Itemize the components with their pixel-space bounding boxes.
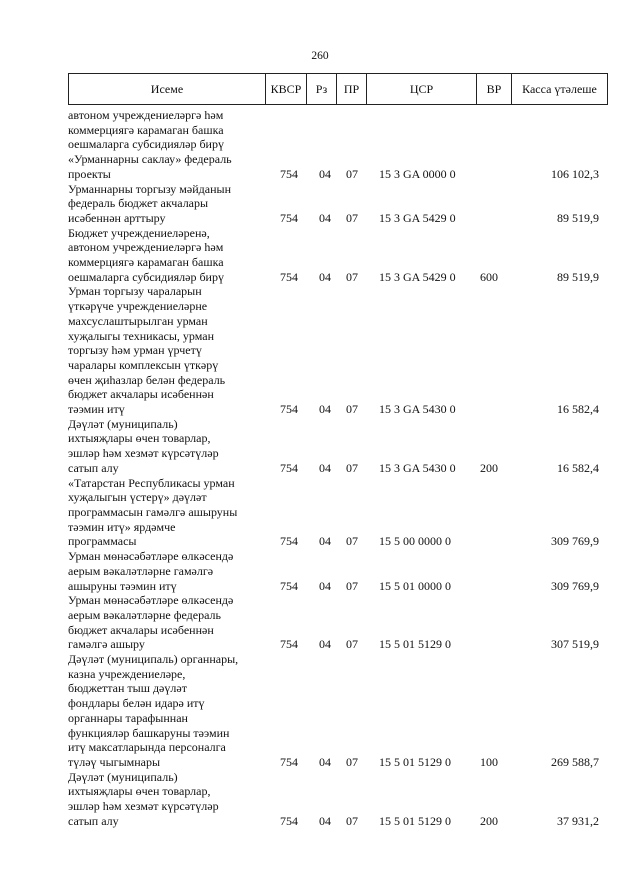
row-name-line: Урман мөнәсәбәтләре өлкәсендә (68, 593, 234, 608)
table-row (68, 108, 607, 152)
row-name-line: органнары тарафыннан (68, 710, 188, 725)
row-rz: 04 (319, 402, 331, 417)
row-pr: 07 (346, 578, 358, 593)
row-name-line: хуҗалыгы техникасы, урман (68, 328, 214, 343)
row-name-line: ашыруны тәэмин итү (68, 578, 177, 593)
row-name-line: сатып алу (68, 460, 119, 475)
row-name-line: Дәүләт (муниципаль) органнары, (68, 652, 239, 667)
row-vr: 600 (480, 269, 498, 284)
row-rz: 04 (319, 578, 331, 593)
row-name-line: Дәүләт (муниципаль) (68, 769, 178, 784)
row-rz: 04 (319, 166, 331, 181)
row-name-line: үткәрүче учреждениеләрне (68, 299, 208, 314)
row-rz: 04 (319, 754, 331, 769)
header-kvsr: КВСР (266, 74, 307, 105)
row-name (68, 770, 261, 829)
row-name-line: коммерциягә карамаган башка (68, 122, 224, 137)
row-kvsr: 754 (280, 460, 298, 475)
row-pr: 07 (346, 637, 358, 652)
table-body (68, 108, 607, 828)
header-vr: ВР (477, 74, 512, 105)
row-name (68, 182, 261, 226)
row-name-line: ихтыяҗлары өчен товарлар, (68, 784, 211, 799)
row-vr: 200 (480, 813, 498, 828)
row-csr: 15 3 GA 5430 0 (379, 402, 456, 417)
table-row (68, 284, 607, 416)
row-pr: 07 (346, 460, 358, 475)
table-row (68, 226, 607, 285)
row-name-line: ихтыяҗлары өчен товарлар, (68, 431, 211, 446)
row-csr: 15 3 GA 5430 0 (379, 460, 456, 475)
row-csr: 15 5 00 0000 0 (379, 534, 451, 549)
row-name-line: сатып алу (68, 813, 119, 828)
row-rz: 04 (319, 637, 331, 652)
header-kassa: Касса үтәлеше (512, 74, 608, 105)
row-name-line: эшләр һәм хезмәт күрсәтүләр (68, 446, 219, 461)
row-pr: 07 (346, 210, 358, 225)
row-name-line: автоном учреждениеләргә һәм (68, 108, 224, 122)
row-kassa: 89 519,9 (557, 269, 599, 284)
row-name (68, 108, 261, 152)
row-rz: 04 (319, 210, 331, 225)
table-row (68, 152, 607, 181)
row-name-line: исәбеннән арттыру (68, 210, 166, 225)
header-csr: ЦСР (367, 74, 477, 105)
table-row (68, 476, 607, 550)
row-name (68, 593, 261, 652)
row-kassa: 106 102,3 (551, 166, 599, 181)
row-kvsr: 754 (280, 210, 298, 225)
row-name (68, 476, 261, 550)
row-kassa: 307 519,9 (551, 637, 599, 652)
row-pr: 07 (346, 534, 358, 549)
row-name-line: махсуслаштырылган урман (68, 313, 208, 328)
row-kvsr: 754 (280, 637, 298, 652)
header-name: Исеме (69, 74, 266, 105)
row-name-line: бюджет акчалары исәбеннән (68, 387, 214, 402)
row-name-line: казна учреждениеләре, (68, 666, 186, 681)
table-row (68, 417, 607, 476)
row-kassa: 16 582,4 (557, 402, 599, 417)
row-name-line: функцияләр башкаруны тәэмин (68, 725, 230, 740)
row-name-line: эшләр һәм хезмәт күрсәтүләр (68, 799, 219, 814)
row-name-line: фондлары белән идарә итү (68, 696, 205, 711)
row-kvsr: 754 (280, 578, 298, 593)
row-name-line: Бюджет учреждениеләренә, (68, 225, 210, 240)
page-number: 260 (311, 50, 329, 62)
row-kassa: 37 931,2 (557, 813, 599, 828)
row-rz: 04 (319, 269, 331, 284)
row-name-line: Урман мөнәсәбәтләре өлкәсендә (68, 549, 234, 564)
header-pr: ПР (337, 74, 367, 105)
header-rz: Рз (307, 74, 337, 105)
row-csr: 15 5 01 0000 0 (379, 578, 451, 593)
row-name-line: проекты (68, 166, 111, 181)
row-kassa: 89 519,9 (557, 210, 599, 225)
table-row (68, 652, 607, 770)
row-name-line: оешмаларга субсидияләр бирү (68, 269, 224, 284)
table-row (68, 593, 607, 652)
table-header (68, 73, 608, 105)
row-kassa: 269 588,7 (551, 754, 599, 769)
row-kassa: 16 582,4 (557, 460, 599, 475)
row-kvsr: 754 (280, 269, 298, 284)
row-name (68, 652, 261, 770)
row-csr: 15 5 01 5129 0 (379, 813, 451, 828)
table-row (68, 549, 607, 593)
row-kvsr: 754 (280, 166, 298, 181)
row-csr: 15 3 GA 0000 0 (379, 166, 456, 181)
row-pr: 07 (346, 402, 358, 417)
row-kvsr: 754 (280, 534, 298, 549)
row-name-line: оешмаларга субсидияләр бирү (68, 137, 224, 152)
table-row (68, 770, 607, 829)
row-name (68, 417, 261, 476)
row-name-line: түләү чыгымнары (68, 754, 161, 769)
row-name-line: федераль бюджет акчалары (68, 196, 209, 211)
row-kvsr: 754 (280, 754, 298, 769)
row-rz: 04 (319, 460, 331, 475)
row-rz: 04 (319, 534, 331, 549)
row-csr: 15 5 01 5129 0 (379, 754, 451, 769)
row-name-line: торгызу һәм урман үрчетү (68, 343, 202, 358)
row-pr: 07 (346, 813, 358, 828)
row-name-line: Урманнарны торгызу мәйданын (68, 181, 231, 196)
row-name-line: «Урманнарны саклау» федераль (68, 152, 232, 167)
row-name-line: «Татарстан Республикасы урман (68, 475, 235, 490)
row-vr: 100 (480, 754, 498, 769)
row-csr: 15 3 GA 5429 0 (379, 210, 456, 225)
row-name-line: тәэмин итү (68, 402, 125, 417)
row-name (68, 284, 261, 416)
row-pr: 07 (346, 269, 358, 284)
row-name-line: чаралары комплексын үткәрү (68, 357, 219, 372)
row-kvsr: 754 (280, 813, 298, 828)
row-pr: 07 (346, 166, 358, 181)
row-kvsr: 754 (280, 402, 298, 417)
row-rz: 04 (319, 813, 331, 828)
row-name (68, 152, 261, 181)
row-name-line: программасын гамәлгә ашыруны (68, 504, 238, 519)
row-name-line: өчен җиһазлар белән федераль (68, 372, 226, 387)
row-pr: 07 (346, 754, 358, 769)
row-name-line: тәэмин итү» ярдәмче (68, 519, 176, 534)
row-name-line: хуҗалыгын үстерү» дәүләт (68, 490, 207, 505)
row-name (68, 549, 261, 593)
table-row (68, 182, 607, 226)
row-name-line: программасы (68, 534, 137, 549)
row-name-line: гамәлгә ашыру (68, 637, 145, 652)
row-name-line: автоном учреждениеләргә һәм (68, 240, 224, 255)
row-kassa: 309 769,9 (551, 578, 599, 593)
row-kassa: 309 769,9 (551, 534, 599, 549)
row-name-line: бюджеттан тыш дәүләт (68, 681, 187, 696)
row-name-line: аерым вәкаләтләрне федераль (68, 607, 221, 622)
row-name-line: бюджет акчалары исәбеннән (68, 622, 214, 637)
row-vr: 200 (480, 460, 498, 475)
row-name-line: Урман торгызу чараларын (68, 284, 202, 299)
row-name (68, 226, 261, 285)
row-name-line: итү максатларында персоналга (68, 740, 226, 755)
row-name-line: аерым вәкаләтләрне гамәлгә (68, 563, 214, 578)
row-name-line: коммерциягә карамаган башка (68, 255, 224, 270)
row-name-line: Дәүләт (муниципаль) (68, 416, 178, 431)
row-csr: 15 3 GA 5429 0 (379, 269, 456, 284)
row-csr: 15 5 01 5129 0 (379, 637, 451, 652)
